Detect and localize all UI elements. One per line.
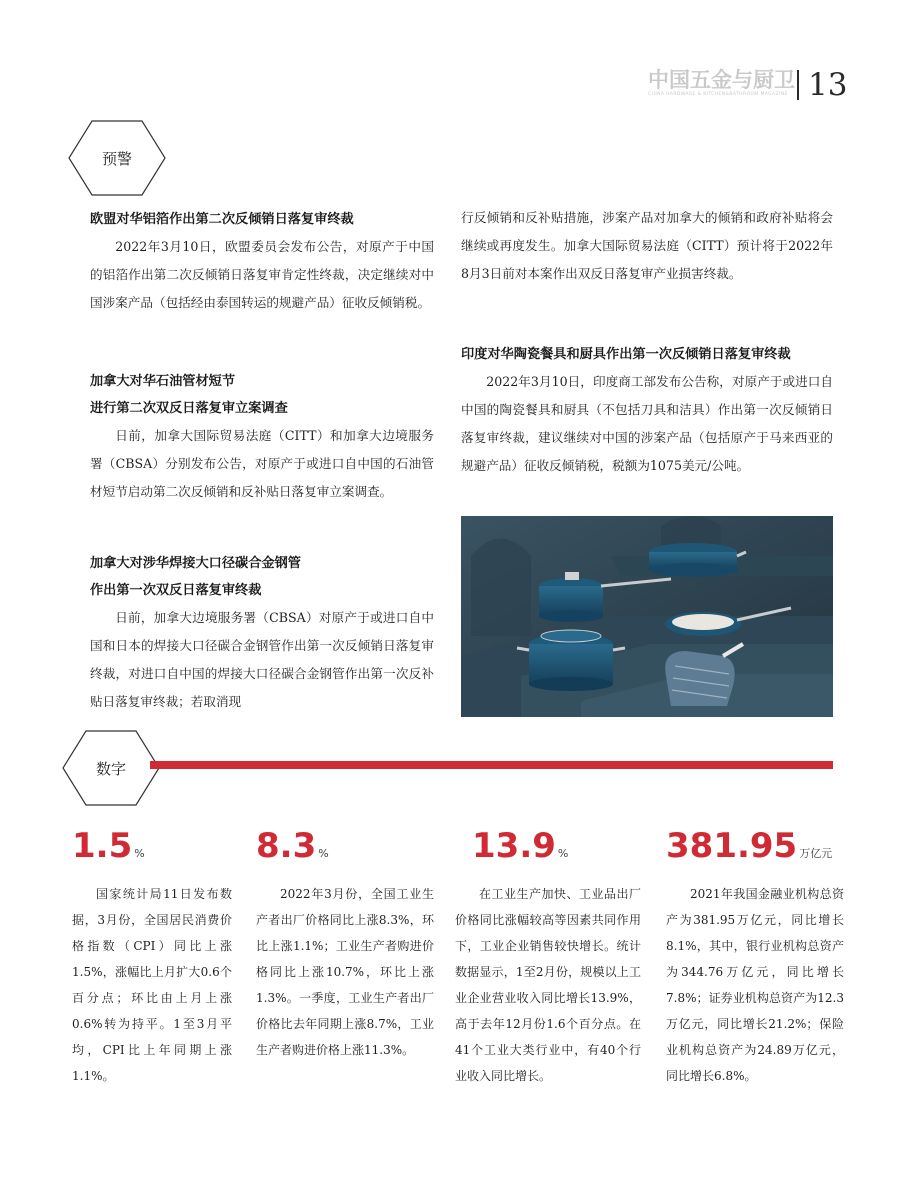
stat-ppi-text: 2022年3月份，全国工业生产者出厂价格同比上涨8.3%，环比上涨1.1%；工业生产者购进价格同比上涨10.7%，环比上涨1.3%。一季度，工业生产者出厂价格比去年同期上涨8.7%，工业生产者购进价格上涨11.3%。 — [256, 887, 434, 1057]
stat-value — [666, 826, 846, 874]
stat-unit: % — [134, 847, 145, 860]
article-title-line-2: 进行第二次双反日落复审立案调查 — [90, 401, 288, 416]
article-body: 2022年3月10日，印度商工部发布公告称，对原产于或进口自中国的陶瓷餐具和厨具（不包括刀具和洁具）作出第一次反倾销日落复审终裁，建议继续对中国的涉案产品（包括原产于马来西亚的规避产品）征收反倾销税，税额为1075美元/公吨。 — [461, 374, 833, 473]
section-label-numbers: 数字 — [95, 759, 126, 778]
stat-number: 8.3 — [256, 826, 317, 866]
cookware-photo — [461, 516, 833, 717]
stat-industry-revenue — [472, 826, 642, 874]
stat-value — [72, 826, 242, 874]
article-canada-oil-pipe — [90, 368, 434, 506]
stat-value — [256, 826, 426, 874]
section-badge-numbers — [62, 730, 160, 806]
stat-industry-revenue-text: 在工业生产加快、工业品出厂价格同比涨幅较高等因素共同作用下，工业企业销售较快增长。统计数据显示，1至2月份，规模以上工业企业营业收入同比增长13.9%，高于去年12月份1.6个百分点。在41个工业大类行业中，有40个行业收入同比增长。 — [455, 887, 641, 1083]
stat-unit: % — [557, 847, 569, 860]
stat-number: 381.95 — [666, 826, 798, 866]
page-number: 13 — [808, 67, 848, 103]
section-badge-warning — [68, 120, 166, 196]
article-eu-aluminium-foil — [90, 206, 434, 317]
stat-cpi — [72, 826, 242, 874]
section-label-warning: 预警 — [101, 149, 132, 168]
stat-financial-assets-text: 2021年我国金融业机构总资产为381.95万亿元，同比增长8.1%，其中，银行业机构总资产为344.76万亿元，同比增长7.8%；证券业机构总资产为12.3万亿元，同比增长21.2%；保险业机构总资产为24.89万亿元，同比增长6.8%。 — [666, 887, 844, 1083]
magazine-brand — [648, 68, 795, 104]
article-body-continued: 行反倾销和反补贴措施，涉案产品对加拿大的倾销和政府补贴将会继续或再度发生。加拿大国际贸易法庭（CITT）预计将于2022年8月3日前对本案作出双反日落复审产业损害终裁。 — [461, 210, 833, 281]
stat-ppi — [256, 826, 426, 874]
article-continuation — [461, 204, 833, 288]
article-body: 日前，加拿大国际贸易法庭（CITT）和加拿大边境服务署（CBSA）分别发布公告，对原产于或进口自中国的石油管材短节启动第二次反倾销和反补贴日落复审立案调查。 — [90, 428, 434, 499]
cookware-illustration — [461, 516, 833, 717]
section-divider-red — [150, 761, 833, 769]
stat-number: 13.9 — [472, 826, 556, 866]
stat-value — [472, 826, 642, 874]
stat-financial-assets — [666, 826, 846, 874]
brand-subtitle: CHINA HARDWARE & KITCHEN&BATHROOM MAGAZINE — [648, 92, 788, 97]
page-number-divider — [797, 70, 799, 100]
stat-number: 1.5 — [72, 826, 133, 866]
article-body: 日前，加拿大边境服务署（CBSA）对原产于或进口自中国和日本的焊接大口径碳合金钢管作出第一次反倾销日落复审终裁，对进口自中国的焊接大口径碳合金钢管作出第一次反补贴日落复审终裁；若取消现 — [90, 610, 434, 709]
article-title-line-2: 作出第一次双反日落复审终裁 — [90, 583, 262, 598]
stat-unit: 万亿元 — [799, 847, 833, 860]
article-india-ceramic — [461, 341, 833, 480]
article-title-line-1: 加拿大对涉华焊接大口径碳合金钢管 — [90, 556, 301, 571]
stat-cpi-text: 国家统计局11日发布数据，3月份，全国居民消费价格指数（CPI）同比上涨1.5%，涨幅比上月扩大0.6个百分点；环比由上月上涨0.6%转为持平。1至3月平均，CPI比上年同期上涨1.1%。 — [72, 887, 232, 1083]
article-canada-steel-pipe — [90, 550, 434, 716]
article-title: 欧盟对华铝箔作出第二次反倾销日落复审终裁 — [90, 212, 354, 227]
brand-name: 中国五金与厨卫 — [648, 68, 795, 92]
article-title: 印度对华陶瓷餐具和厨具作出第一次反倾销日落复审终裁 — [461, 347, 791, 362]
stat-unit: % — [318, 847, 329, 860]
article-title-line-1: 加拿大对华石油管材短节 — [90, 374, 236, 389]
article-body: 2022年3月10日，欧盟委员会发布公告，对原产于中国的铝箔作出第二次反倾销日落复审肯定性终裁，决定继续对中国涉案产品（包括经由泰国转运的规避产品）征收反倾销税。 — [90, 239, 434, 310]
